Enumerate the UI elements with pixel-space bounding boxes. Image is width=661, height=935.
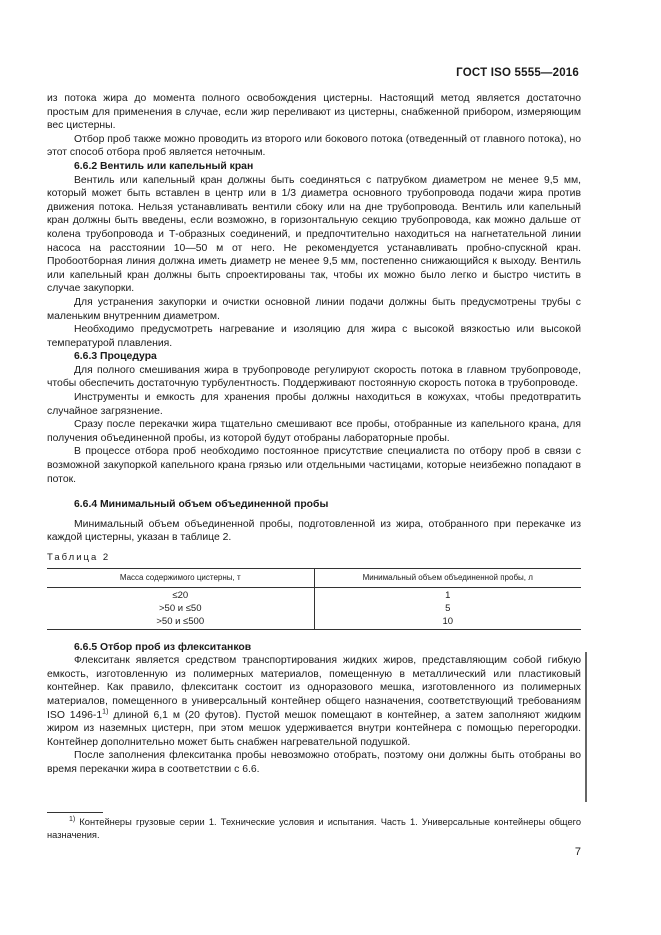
- paragraph: из потока жира до момента полного освобождения цистерны. Настоящий метод является достаточно простым для применения в случае, если жир переливают из цистерны, снабженной прибором, измеряющим вес цистерны.: [47, 93, 581, 132]
- change-bar: [585, 652, 587, 802]
- paragraph-text: длиной 6,1 м (20 футов). Пустой мешок помещают в контейнер, а затем заполняют жидким жиром из наземных цистерн, при этом мешок удерживается внутри контейнера с помощью перегородки. Контейнер дополнительно может быть снабжен нагревательной подушкой.: [47, 709, 582, 748]
- document-header: ГОСТ ISO 5555—2016: [456, 67, 579, 79]
- table-cell: >50 и ≤500: [47, 616, 314, 630]
- paragraph: Необходимо предусмотреть нагревание и изоляцию для жира с высокой вязкостью или высокой температурой плавления.: [47, 324, 581, 349]
- section-heading-6-6-2: 6.6.2 Вентиль или капельный кран: [74, 160, 254, 172]
- footnote-text: Контейнеры грузовые серии 1. Технические условия и испытания. Часть 1. Универсальные контейнеры общего назначения.: [47, 817, 581, 840]
- section-heading-6-6-5: 6.6.5 Отбор проб из флекситанков: [74, 641, 252, 653]
- paragraph: Отбор проб также можно проводить из второго или бокового потока (отведенный от главного потока), но этот способ отбора проб является неточным.: [47, 133, 581, 159]
- table-cell: 5: [314, 603, 581, 616]
- spacer: [47, 486, 581, 498]
- paragraph-text: Флекситанк является средством транспортирования жидких жиров, представляющим собой гибкую емкость, изготовленную из полимерных материалов, помещенную в металлический или пластиковый контейнер. Как правило, флекситанк состоит из одноразового мешка, изготовленного из полимерных материалов, помещенного в универсальный контейнер общего назначения, соответствующий требованиям ISO 1496-1: [47, 655, 581, 721]
- paragraph: В процессе отбора проб необходимо постоянное присутствие специалиста по отбору проб в связи с возможной закупоркой капельного крана грязью или отдельными частицами, которые неизбежно попадают в поток.: [47, 446, 581, 485]
- paragraph: [47, 654, 581, 749]
- footnote: [47, 816, 581, 841]
- table-row: [47, 603, 581, 616]
- paragraph: Для полного смешивания жира в трубопроводе регулируют скорость потока в главном трубопроводе, чтобы обеспечить достаточную турбулентность. Поддерживают постоянную скорость потока в трубопроводе.: [47, 364, 581, 390]
- footnote-divider: [47, 812, 103, 813]
- table-cell: 1: [314, 587, 581, 603]
- footnote-mark: 1): [69, 815, 76, 823]
- table-header-cell: Минимальный объем объединенной пробы, л: [314, 568, 581, 587]
- paragraph: Вентиль или капельный кран должны быть соединяться с патрубком диаметром не менее 9,5 мм, который может быть вставлен в центр или в 1/3 диаметра основного трубопровода подачи жира против движения потока. Нельзя устанавливать вентили сбоку или на дне трубопровода. Вентиль или капельный кран должны быть введены, если возможно, в горизонтальную секцию трубопровода, как можно дальше от колена трубопровода и Т-образных соединений, и предпочтительно находиться на нагнетательной линии насоса на расстоянии 10—50 м от него. Не рекомендуется устанавливать пробно-спускной кран. Пробоотборная линия должна иметь диаметр не менее 9,5 мм, постепенно снижающийся к выходу. Вентиль или капельный кран должны быть спроектированы так, чтобы их можно было легко и быстро чистить в случае закупорки.: [47, 174, 581, 295]
- page-number: 7: [574, 846, 581, 858]
- paragraph: После заполнения флекситанка пробы невозможно отобрать, поэтому они должны быть отобраны во время перекачки жира в соответствии с 6.6.: [47, 750, 581, 775]
- paragraph: Минимальный объем объединенной пробы, подготовленной из жира, отобранного при перекачке из каждой цистерны, указан в таблице 2.: [47, 518, 581, 544]
- document-body: [47, 92, 581, 777]
- table-header-cell: Масса содержимого цистерны, т: [47, 568, 314, 587]
- section-heading-6-6-3: 6.6.3 Процедура: [74, 351, 157, 363]
- table-caption: Таблица 2: [47, 552, 111, 563]
- paragraph: Для устранения закупорки и очистки основной линии подачи должны быть предусмотрены трубы с маленьким внутренним диаметром.: [47, 296, 581, 322]
- footnote-reference[interactable]: 1): [102, 708, 109, 716]
- table-row: [47, 616, 581, 630]
- paragraph: Сразу после перекачки жира тщательно смешивают все пробы, отобранные из капельного крана, для получения объединенной пробы, из которой будут отобраны лабораторные пробы.: [47, 419, 581, 444]
- table-cell: >50 и ≤50: [159, 603, 202, 615]
- data-table: [47, 568, 581, 630]
- table-cell: ≤20: [172, 590, 189, 602]
- paragraph: Инструменты и емкость для хранения пробы должны находиться в кожухах, чтобы предотвратить случайное загрязнение.: [47, 392, 581, 417]
- table-cell: 10: [314, 616, 581, 630]
- section-heading-6-6-4: 6.6.4 Минимальный объем объединенной пробы: [74, 499, 329, 511]
- table-header-row: [47, 568, 581, 587]
- table-row: [47, 587, 581, 603]
